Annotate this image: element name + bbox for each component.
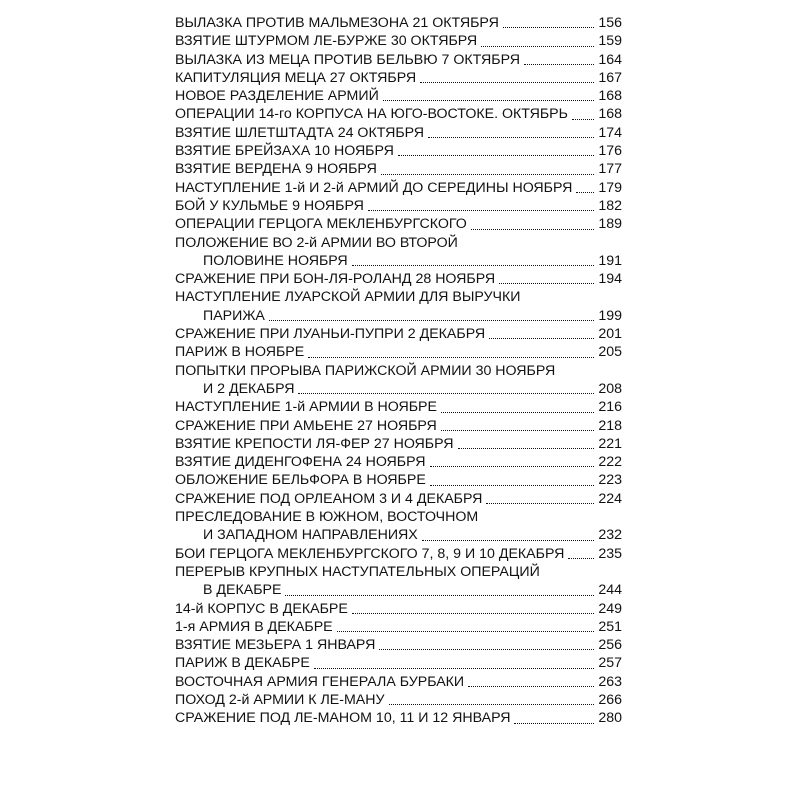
toc-entry-title: СРАЖЕНИЕ ПРИ АМЬЕНЕ 27 НОЯБРЯ [175,417,437,434]
dot-leader [428,137,594,138]
toc-entry [175,234,622,252]
toc-entry-page: 218 [598,417,622,434]
toc-entry-page: 205 [598,344,622,361]
toc-entry-title: ПОПЫТКИ ПРОРЫВА ПАРИЖСКОЙ АРМИИ 30 НОЯБРЯ [175,362,556,379]
toc-entry [175,435,622,453]
toc-entry [175,398,622,416]
dot-leader [576,192,594,193]
dot-leader [441,412,594,413]
toc-entry-page: 266 [598,691,622,708]
dot-leader [420,82,594,83]
dot-leader [468,686,594,687]
toc-entry [175,69,622,87]
dot-leader [524,64,594,65]
dot-leader [568,558,594,559]
toc-entry-title: ВЗЯТИЕ БРЕЙЗАХА 10 НОЯБРЯ [175,143,394,160]
dot-leader [389,704,594,705]
table-of-contents [175,14,622,728]
toc-entry-title: ВОСТОЧНАЯ АРМИЯ ГЕНЕРАЛА БУРБАКИ [175,673,465,690]
toc-entry-page: 176 [598,143,622,160]
toc-entry [175,362,622,380]
dot-leader [572,119,594,120]
toc-entry [175,471,622,489]
toc-entry [175,270,622,288]
dot-leader [337,631,594,632]
dot-leader [314,668,594,669]
toc-entry [175,160,622,178]
toc-entry-page: 167 [598,69,622,86]
dot-leader [503,27,594,28]
toc-entry [175,563,622,581]
toc-entry-title: СРАЖЕНИЕ ПРИ БОН-ЛЯ-РОЛАНД 28 НОЯБРЯ [175,271,496,288]
toc-entry-page: 256 [598,637,622,654]
toc-entry [175,87,622,105]
toc-entry [175,124,622,142]
toc-entry-page: 223 [598,472,622,489]
toc-entry-page: 194 [598,271,622,288]
toc-entry [175,709,622,727]
toc-entry-page: 208 [598,380,622,397]
toc-entry [175,343,622,361]
toc-entry-title-continued: В ДЕКАБРЕ [203,582,282,599]
toc-entry [175,600,622,618]
toc-entry-page: 222 [598,454,622,471]
toc-entry-page: 224 [598,490,622,507]
dot-leader [269,320,594,321]
toc-entry-page: 221 [598,435,622,452]
toc-entry-page: 251 [598,618,622,635]
toc-entry-title-continued: ПОЛОВИНЕ НОЯБРЯ [203,252,348,269]
toc-entry [175,32,622,50]
toc-entry-title: ВЗЯТИЕ ВЕРДЕНА 9 НОЯБРЯ [175,161,377,178]
toc-entry-continuation [175,526,622,544]
toc-entry [175,490,622,508]
dot-leader [308,357,594,358]
toc-entry-page: 263 [598,673,622,690]
dot-leader [486,503,594,504]
toc-entry-page: 179 [598,179,622,196]
toc-entry-title: СРАЖЕНИЕ ПОД ОРЛЕАНОМ 3 И 4 ДЕКАБРЯ [175,490,483,507]
toc-entry-continuation [175,380,622,398]
toc-entry [175,673,622,691]
toc-entry-title: ПОЛОЖЕНИЕ ВО 2-й АРМИИ ВО ВТОРОЙ [175,234,458,251]
toc-entry-page: 191 [598,252,622,269]
toc-entry-page: 232 [598,527,622,544]
toc-entry-title: 14-й КОРПУС В ДЕКАБРЕ [175,600,348,617]
toc-entry-title: ВЫЛАЗКА ПРОТИВ МАЛЬМЕЗОНА 21 ОКТЯБРЯ [175,15,499,31]
toc-entry-title: ОПЕРАЦИИ ГЕРЦОГА МЕКЛЕНБУРГСКОГО [175,216,467,233]
toc-entry [175,453,622,471]
toc-entry-title: ВЫЛАЗКА ИЗ МЕЦА ПРОТИВ БЕЛЬВЮ 7 ОКТЯБРЯ [175,51,520,68]
dot-leader [441,430,594,431]
toc-entry-title: НАСТУПЛЕНИЕ 1-й АРМИИ В НОЯБРЕ [175,399,437,416]
toc-entry [175,508,622,526]
dot-leader [352,613,594,614]
toc-entry-page: 235 [598,545,622,562]
toc-entry [175,618,622,636]
toc-entry-title: ОПЕРАЦИИ 14-го КОРПУСА НА ЮГО-ВОСТОКЕ. ОКТЯБРЬ [175,106,568,123]
toc-entry-title: ПАРИЖ В НОЯБРЕ [175,344,305,361]
dot-leader [368,210,594,211]
dot-leader [381,174,594,175]
toc-entry-continuation [175,252,622,270]
toc-entry-title: ВЗЯТИЕ ШЛЕТШТАДТА 24 ОКТЯБРЯ [175,124,425,141]
toc-entry-page: 199 [598,307,622,324]
toc-entry-title: ПОХОД 2-й АРМИИ К ЛЕ-МАНУ [175,691,385,708]
dot-leader [285,595,594,596]
toc-entry [175,654,622,672]
toc-entry-title-continued: И ЗАПАДНОМ НАПРАВЛЕНИЯХ [203,527,418,544]
dot-leader [398,155,594,156]
dot-leader [514,723,594,724]
toc-entry-title: ПАРИЖ В ДЕКАБРЕ [175,655,310,672]
toc-entry-page: 168 [598,88,622,105]
toc-entry-title: ВЗЯТИЕ ШТУРМОМ ЛЕ-БУРЖЕ 30 ОКТЯБРЯ [175,33,478,50]
toc-entry-page: 189 [598,216,622,233]
dot-leader [383,100,594,101]
toc-entry [175,691,622,709]
toc-entry-page: 164 [598,51,622,68]
dot-leader [499,283,594,284]
toc-entry [175,142,622,160]
dot-leader [430,466,594,467]
toc-entry-title: ПРЕСЛЕДОВАНИЕ В ЮЖНОМ, ВОСТОЧНОМ [175,509,479,526]
toc-entry-page: 156 [598,15,622,31]
toc-entry [175,325,622,343]
toc-entry-page: 216 [598,399,622,416]
toc-entry [175,215,622,233]
toc-entry-title: НАСТУПЛЕНИЕ ЛУАРСКОЙ АРМИИ ДЛЯ ВЫРУЧКИ [175,289,521,306]
toc-entry-continuation [175,581,622,599]
toc-entry-title: НОВОЕ РАЗДЕЛЕНИЕ АРМИЙ [175,88,379,105]
toc-entry-title: БОЙ У КУЛЬМЬЕ 9 НОЯБРЯ [175,197,364,214]
toc-entry [175,417,622,435]
toc-entry-title: ОБЛОЖЕНИЕ БЕЛЬФОРА В НОЯБРЕ [175,472,426,489]
toc-entry [175,288,622,306]
toc-entry-title: СРАЖЕНИЕ ПРИ ЛУАНЬИ-ПУПРИ 2 ДЕКАБРЯ [175,326,486,343]
toc-entry-page: 174 [598,124,622,141]
toc-entry-title: СРАЖЕНИЕ ПОД ЛЕ-МАНОМ 10, 11 И 12 ЯНВАРЯ [175,710,511,727]
toc-entry-title: ПЕРЕРЫВ КРУПНЫХ НАСТУПАТЕЛЬНЫХ ОПЕРАЦИЙ [175,563,540,580]
toc-entry-title: НАСТУПЛЕНИЕ 1-й И 2-й АРМИЙ ДО СЕРЕДИНЫ НОЯБРЯ [175,179,573,196]
toc-entry [175,179,622,197]
toc-entry-page: 201 [598,326,622,343]
toc-entry-page: 244 [598,582,622,599]
toc-entry [175,545,622,563]
dot-leader [458,448,594,449]
toc-entry-title: ВЗЯТИЕ КРЕПОСТИ ЛЯ-ФЕР 27 НОЯБРЯ [175,435,454,452]
toc-entry-title-continued: И 2 ДЕКАБРЯ [203,380,295,397]
dot-leader [298,393,594,394]
toc-entry-title: 1-я АРМИЯ В ДЕКАБРЕ [175,618,333,635]
toc-entry [175,197,622,215]
toc-entry-page: 159 [598,33,622,50]
toc-entry-title: ВЗЯТИЕ ДИДЕНГОФЕНА 24 НОЯБРЯ [175,454,426,471]
dot-leader [471,229,594,230]
dot-leader [379,649,594,650]
dot-leader [430,485,594,486]
toc-entry-title-continued: ПАРИЖА [203,307,265,324]
toc-entry-page: 249 [598,600,622,617]
toc-entry-page: 168 [598,106,622,123]
toc-entry-page: 182 [598,197,622,214]
toc-entry-title: КАПИТУЛЯЦИЯ МЕЦА 27 ОКТЯБРЯ [175,69,417,86]
toc-entry-page: 177 [598,161,622,178]
toc-entry [175,636,622,654]
dot-leader [489,338,594,339]
toc-entry-page: 280 [598,710,622,727]
toc-entry-continuation [175,307,622,325]
toc-entry-title: БОИ ГЕРЦОГА МЕКЛЕНБУРГСКОГО 7, 8, 9 И 10 ДЕКАБРЯ [175,545,565,562]
toc-entry [175,105,622,123]
dot-leader [481,46,594,47]
toc-entry-page: 257 [598,655,622,672]
toc-entry [175,14,622,32]
dot-leader [352,265,594,266]
dot-leader [422,540,594,541]
toc-entry-title: ВЗЯТИЕ МЕЗЬЕРА 1 ЯНВАРЯ [175,637,376,654]
toc-entry [175,51,622,69]
